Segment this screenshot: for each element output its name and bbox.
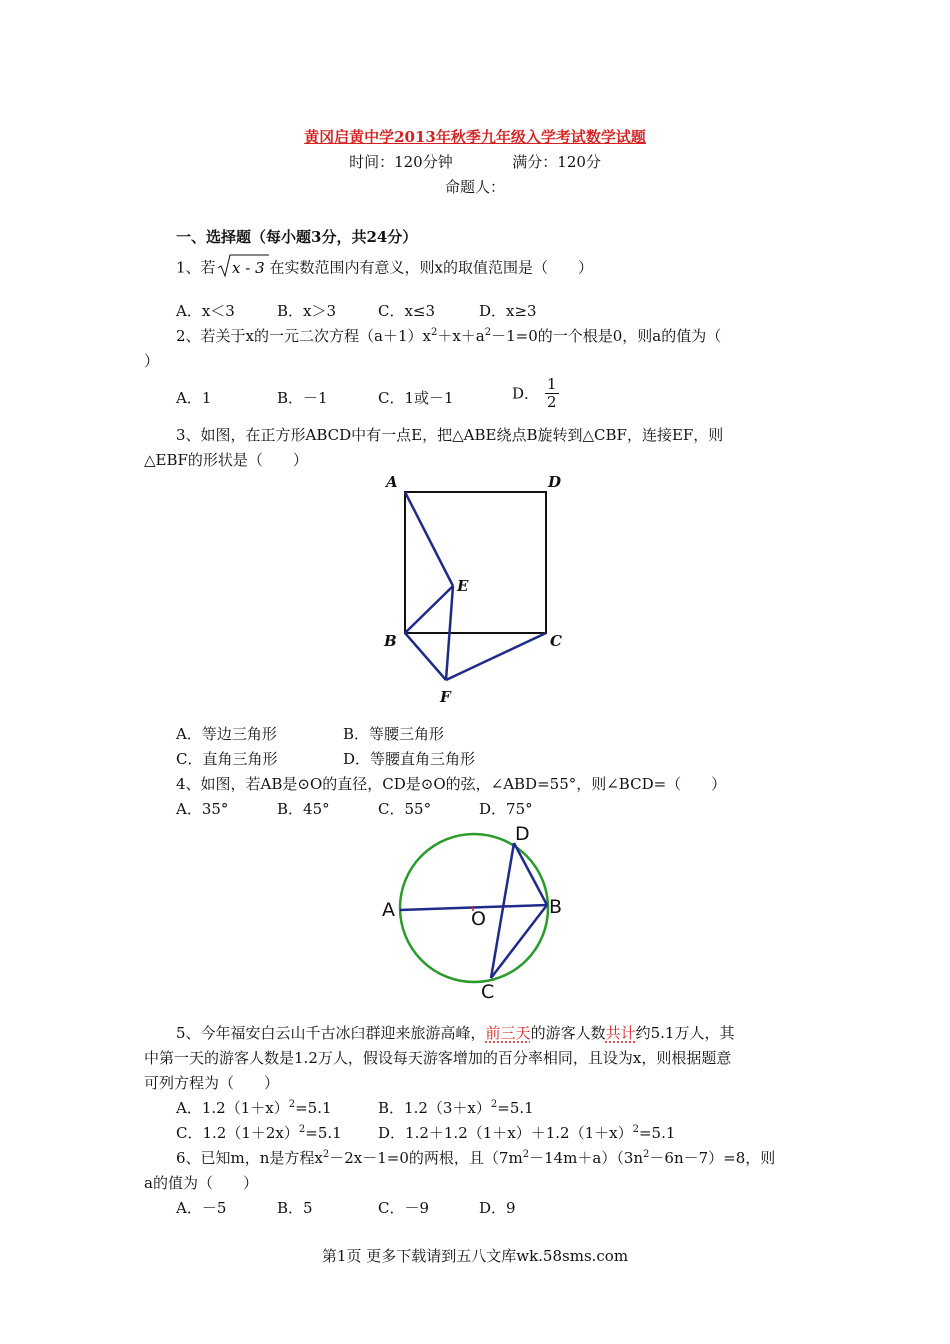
q6-text-b: －2x－1=0的两根，且（7m <box>329 1149 523 1167</box>
q1-option-b: B．x＞3 <box>277 302 337 320</box>
q5-emphasis-1: 前三天 <box>485 1024 531 1042</box>
exam-time: 时间：120分钟 <box>349 153 453 171</box>
square-figure <box>370 466 580 712</box>
sqrt-icon <box>216 253 270 279</box>
q6-option-a: A．－5 <box>176 1199 227 1217</box>
q6-text-d: －6n－7）=8，则 <box>649 1149 776 1167</box>
q5-option-b-text: B．1.2（3＋x） <box>378 1099 491 1117</box>
label-d: D <box>548 473 562 491</box>
exam-author: 命题人： <box>444 178 505 196</box>
q6-text-c: －14m＋a）（3n <box>529 1149 644 1167</box>
label-b: B <box>549 896 563 918</box>
label-c: C <box>550 632 562 650</box>
q1-option-c: C．x≤3 <box>378 302 436 320</box>
q5-option-d-sup: 2 <box>632 1124 639 1135</box>
q4-stem: 4、如图，若AB是⊙O的直径，CD是⊙O的弦，∠ABD=55°，则∠BCD=（ ） <box>176 775 727 793</box>
q5-option-a-tail: =5.1 <box>295 1099 332 1117</box>
q6-option-c: C．－9 <box>378 1199 430 1217</box>
exam-title: 黄冈启黄中学2013年秋季九年级入学考试数学试题 <box>304 128 646 146</box>
exam-score: 满分：120分 <box>512 153 601 171</box>
chord-dc <box>491 843 514 978</box>
q5-stem-line1 <box>176 1023 734 1043</box>
q5-option-b-tail: =5.1 <box>497 1099 534 1117</box>
q5-emphasis-2: 共计 <box>605 1024 636 1042</box>
q1-stem <box>176 253 593 284</box>
q6-sup-3: 2 <box>643 1149 650 1160</box>
q6-sup-2: 2 <box>522 1149 530 1160</box>
q1-option-d: D．x≥3 <box>479 302 537 320</box>
q5-option-c <box>176 1123 342 1143</box>
label-b: B <box>384 632 397 650</box>
q3-option-c: C．直角三角形 <box>176 750 278 768</box>
section-heading: 一、选择题（每小题3分，共24分） <box>176 228 418 246</box>
q6-option-d: D．9 <box>479 1199 516 1217</box>
q2-sup-2: 2 <box>484 327 492 338</box>
circle-figure <box>370 818 580 1008</box>
q5-option-b-sup: 2 <box>490 1099 498 1110</box>
q6-sup-1: 2 <box>322 1149 330 1160</box>
q2-option-d-label: D． <box>512 384 540 403</box>
q6-stem-line1 <box>176 1148 775 1168</box>
q5-text-b: 的游客人数 <box>530 1024 606 1042</box>
q5-option-a <box>176 1098 332 1118</box>
label-f: F <box>440 688 451 706</box>
q2-stem-line1 <box>176 326 721 346</box>
segment-cf <box>446 633 546 680</box>
q5-text-c: 约5.1万人，其 <box>635 1024 735 1042</box>
q4-option-c: C．55° <box>378 800 432 818</box>
q2-sup-1: 2 <box>430 327 438 338</box>
q5-stem-line2: 中第一天的游客人数是1.2万人，假设每天游客增加的百分率相同，且设为x，则根据题意 <box>144 1049 732 1067</box>
q5-option-c-sup: 2 <box>298 1124 306 1135</box>
page-footer: 第1页 更多下载请到五八文库wk.58sms.com <box>321 1247 629 1265</box>
q5-option-a-text: A．1.2（1＋x） <box>176 1099 289 1117</box>
q2-option-d <box>512 376 559 411</box>
fraction-denominator: 2 <box>547 393 557 411</box>
sqrt-expression <box>216 253 270 284</box>
q2-text-c: －1=0的一个根是0，则a的值为（ <box>491 327 722 345</box>
chord-db <box>514 843 547 905</box>
q6-option-b: B．5 <box>277 1199 313 1217</box>
q1-radicand: x - 3 <box>231 259 265 277</box>
q2-text-a: 2、若关于x的一元二次方程（a＋1）x <box>176 327 431 345</box>
label-a: A <box>382 899 395 921</box>
q2-stem-line2: ） <box>144 352 160 370</box>
q4-option-b: B．45° <box>277 800 330 818</box>
q1-prefix: 1、若 <box>176 258 216 277</box>
label-c: C <box>481 981 495 1003</box>
q5-option-d-text: D．1.2＋1.2（1＋x）＋1.2（1＋x） <box>378 1124 633 1142</box>
q6-text-a: 6、已知m，n是方程x <box>176 1149 323 1167</box>
q5-text-a: 5、今年福安白云山千古冰臼群迎来旅游高峰， <box>176 1024 486 1042</box>
q3-stem-line2: △EBF的形状是（ ） <box>144 451 308 469</box>
exam-meta <box>0 152 950 172</box>
label-a: A <box>386 473 398 491</box>
label-d: D <box>515 823 530 845</box>
q2-option-a: A．1 <box>176 389 212 407</box>
q1-suffix: 在实数范围内有意义，则x的取值范围是（ ） <box>269 258 594 277</box>
label-e: E <box>457 577 469 595</box>
segment-be <box>405 586 453 633</box>
segment-bf <box>405 633 446 680</box>
q5-option-b <box>378 1098 534 1118</box>
q5-option-d-tail: =5.1 <box>638 1124 676 1142</box>
fraction-numerator: 1 <box>547 375 557 393</box>
q6-stem-line2: a的值为（ ） <box>144 1174 258 1192</box>
q2-option-b: B．－1 <box>277 389 328 407</box>
q3-option-d: D．等腰直角三角形 <box>343 750 476 768</box>
q5-option-c-tail: =5.1 <box>305 1124 342 1142</box>
q3-stem-line1: 3、如图，在正方形ABCD中有一点E，把△ABE绕点B旋转到△CBF，连接EF，则 <box>176 426 724 444</box>
q1-option-a: A．x＜3 <box>176 302 235 320</box>
q4-option-d: D．75° <box>479 800 533 818</box>
q3-option-b: B．等腰三角形 <box>343 725 445 743</box>
q5-option-c-text: C．1.2（1＋2x） <box>176 1124 299 1142</box>
label-o: O <box>471 908 486 930</box>
q5-stem-line3: 可列方程为（ ） <box>144 1074 280 1092</box>
q3-option-a: A．等边三角形 <box>176 725 277 743</box>
q5-option-d <box>378 1123 675 1143</box>
segment-ae <box>405 492 453 586</box>
q2-text-b: ＋x＋a <box>437 327 485 345</box>
q4-option-a: A．35° <box>176 800 229 818</box>
q5-option-a-sup: 2 <box>288 1099 296 1110</box>
fraction <box>545 376 559 411</box>
q2-option-c: C．1或－1 <box>378 389 454 407</box>
